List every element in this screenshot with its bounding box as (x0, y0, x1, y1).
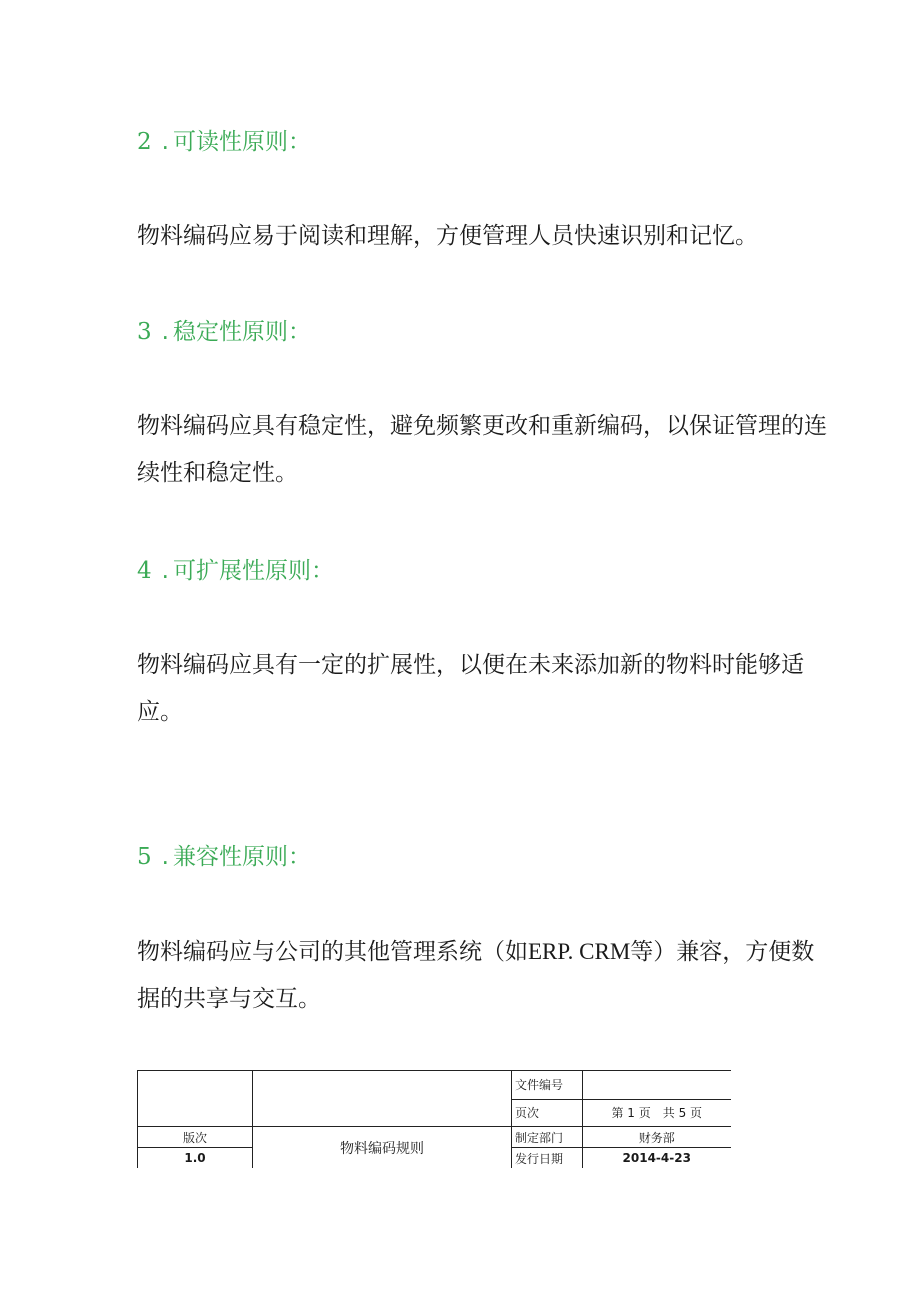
section-heading-3: 3 . 稳定性原则： (137, 319, 311, 345)
section-title: 可读性原则： (172, 129, 311, 155)
section-body-2: 物料编码应易于阅读和理解，方便管理人员快速识别和记忆。 (137, 223, 758, 249)
section-number: 4 (137, 558, 152, 584)
date-label: 发行日期 (512, 1148, 583, 1169)
section-number: 3 (137, 319, 152, 345)
version-label: 版次 (138, 1127, 253, 1148)
section-number: 5 (137, 844, 152, 870)
section-title: 兼容性原则： (172, 844, 311, 870)
section-body-5 (137, 928, 827, 1023)
version-value: 1.0 (138, 1148, 253, 1169)
blank-cell (253, 1071, 512, 1127)
page-value: 第 1 页 共 5 页 (583, 1099, 731, 1127)
document-title: 物料编码规则 (253, 1127, 512, 1169)
section-body-4: 物料编码应具有一定的扩展性，以便在未来添加新的物料时能够适应。 (137, 652, 804, 725)
body-text: 等）兼容，方便数据的共享与交互。 (137, 939, 815, 1012)
section-heading-4: 4 . 可扩展性原则： (137, 558, 334, 584)
body-text-latin: ERP. CRM (528, 939, 631, 964)
section-title: 可扩展性原则： (172, 558, 334, 584)
dept-value: 财务部 (583, 1127, 731, 1148)
page-label: 页次 (512, 1099, 583, 1127)
section-heading-2: 2 . 可读性原则： (137, 129, 311, 155)
file-no-label: 文件编号 (512, 1071, 583, 1100)
document-footer-table (137, 1070, 731, 1168)
section-title: 稳定性原则： (172, 319, 311, 345)
logo-cell (138, 1071, 253, 1127)
section-number: 2 (137, 129, 152, 155)
dept-label: 制定部门 (512, 1127, 583, 1148)
date-value: 2014-4-23 (583, 1148, 731, 1169)
section-heading-5: 5 . 兼容性原则： (137, 844, 311, 870)
section-body-3: 物料编码应具有稳定性，避免频繁更改和重新编码，以保证管理的连续性和稳定性。 (137, 413, 827, 486)
file-no-value (583, 1071, 731, 1100)
body-text: 物料编码应与公司的其他管理系统（如 (137, 939, 528, 965)
